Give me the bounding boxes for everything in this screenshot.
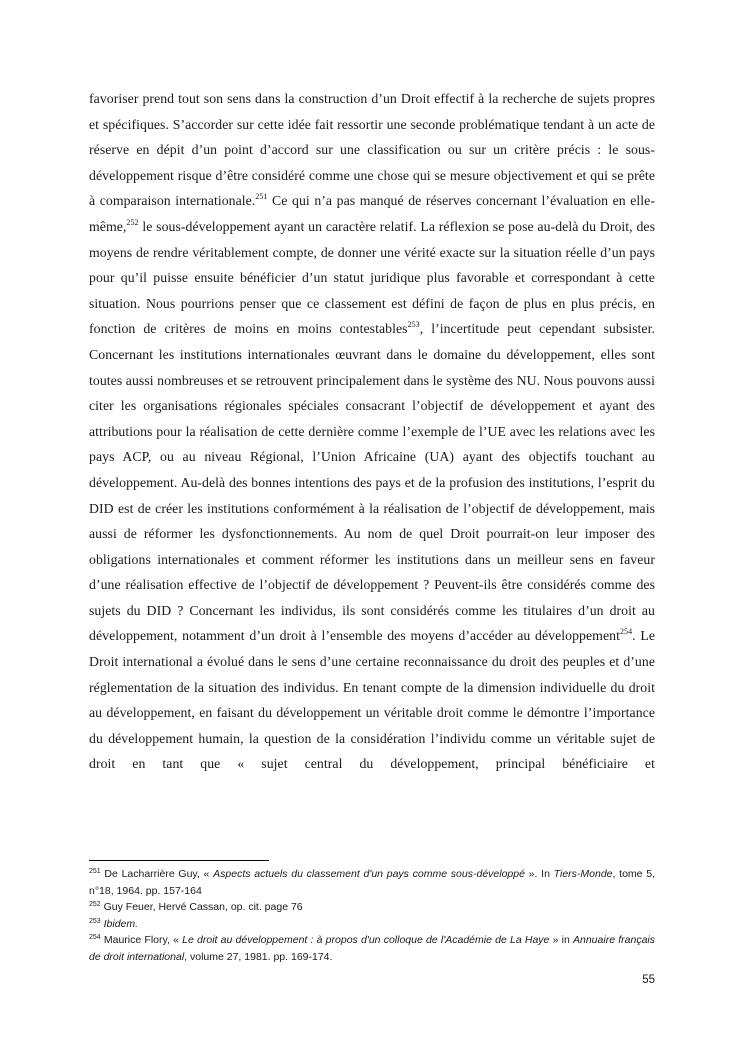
- footnote-251: [89, 866, 655, 899]
- footnote-ref-253[interactable]: 253: [407, 320, 420, 330]
- footnote-252: [89, 899, 655, 916]
- footnote-text: De Lacharrière Guy, «: [100, 868, 214, 880]
- page-number: 55: [642, 974, 655, 986]
- body-text-segment: . Le Droit international a évolué dans le sens d’une certaine reconnaissance du droit des peuples et d’une réglementation de la situation des individus. En tenant compte de la dimension individuelle du droit au développement, en faisant du développement un véritable droit comme le démontre l’importance du développement humain, la question de la considération l’individu comme un véritable sujet de droit en tant que « sujet central du développement, principal bénéficiaire et: [89, 628, 655, 772]
- body-text-segment: Ce qui n’a pas manqué de réserves concernant l’évaluation en elle-même,: [89, 193, 655, 234]
- footnote-journal: Tiers-Monde: [553, 868, 613, 880]
- body-text-segment: le sous-développement ayant un caractère relatif. La réflexion se pose au-delà du Droit, des moyens de rendre véritablement compte, de donner une vérité exacte sur la situation réelle d’un pays pour qu’il puisse ensuite bénéficier d’un statut juridique plus favorable et correspondant à cette situation. Nous pourrions penser que ce classement est défini de façon de plus en plus précis, en fonction de critères de moins en moins contestables: [89, 218, 655, 337]
- body-paragraph: [89, 86, 655, 777]
- footnote-text: , volume 27, 1981. pp. 169-174.: [184, 950, 333, 963]
- footnote-text: Guy Feuer, Hervé Cassan, op. cit. page 76: [100, 901, 303, 913]
- footnote-text: » in: [549, 934, 573, 946]
- footnote-journal: Annuaire français de droit international: [89, 934, 655, 963]
- footnote-separator: [89, 860, 269, 861]
- footnote-ref-251[interactable]: 251: [255, 192, 268, 202]
- footnote-number: 252: [89, 901, 101, 908]
- footnote-ref-254[interactable]: 254: [619, 627, 633, 637]
- footnote-text: , tome 5, n°18, 1964. pp. 157-164: [89, 868, 656, 897]
- body-text-segment: , l’incertitude peut cependant subsister. Concernant les institutions internationales œuvrant dans le domaine du développement, elles sont toutes aussi nombreuses et se retrouvent principalement dans le système des NU. Nous pouvons aussi citer les organisations régionales spéciales consacrant l’objectif de développement et ayant des attributions pour la réalisation de cette dernière comme l’exemple de l’UE avec les relations avec les pays ACP, ou au niveau Régional, l’Union Africaine (UA) ayant des objectifs touchant au développement. Au-delà des bonnes intentions des pays et de la profusion des institutions, l’esprit du DID est de créer les institutions conformément à la réalisation de l’objectif de développement, mais aussi de réformer les dysfonctionnements. Au nom de quel Droit pourrait-on leur imposer des obligations internationales et comment réformer les institutions dans un meilleur sens en faveur d’une réalisation effective de l’objectif de développement ? Peuvent-ils être considérés comme des sujets du DID ? Concernant les individus, ils sont considérés comme les titulaires d’un droit au développement, notamment d’un droit à l’ensemble des moyens d’accéder au développement: [89, 321, 655, 644]
- footnote-ref-252[interactable]: 252: [126, 217, 139, 227]
- footnote-number: 253: [89, 917, 101, 925]
- footnote-text: ». In: [524, 868, 554, 880]
- body-text-segment: favoriser prend tout son sens dans la construction d’un Droit effectif à la recherche de sujets propres et spécifiques. S’accorder sur cette idée fait ressortir une seconde problématique tendant à un acte de réserve en dépit d’un point d’accord sur une classification ou sur un critère précis : le sous-développement risque d’être considéré comme une chose qui se mesure objectivement et qui se prête à comparaison internationale.: [89, 91, 655, 209]
- footnote-title: Aspects actuels du classement d'un pays comme sous-développé: [213, 868, 525, 880]
- footnote-title: Ibidem.: [100, 917, 139, 930]
- footnote-title: Le droit au développement : à propos d'un colloque de l'Académie de La Haye: [182, 934, 550, 946]
- footnote-text: Maurice Flory, «: [100, 934, 183, 946]
- footnote-254: [89, 932, 655, 965]
- footnote-number: 251: [89, 868, 101, 875]
- footnote-number: 254: [89, 934, 101, 941]
- footnotes: [89, 866, 655, 965]
- footnote-253: [89, 916, 655, 933]
